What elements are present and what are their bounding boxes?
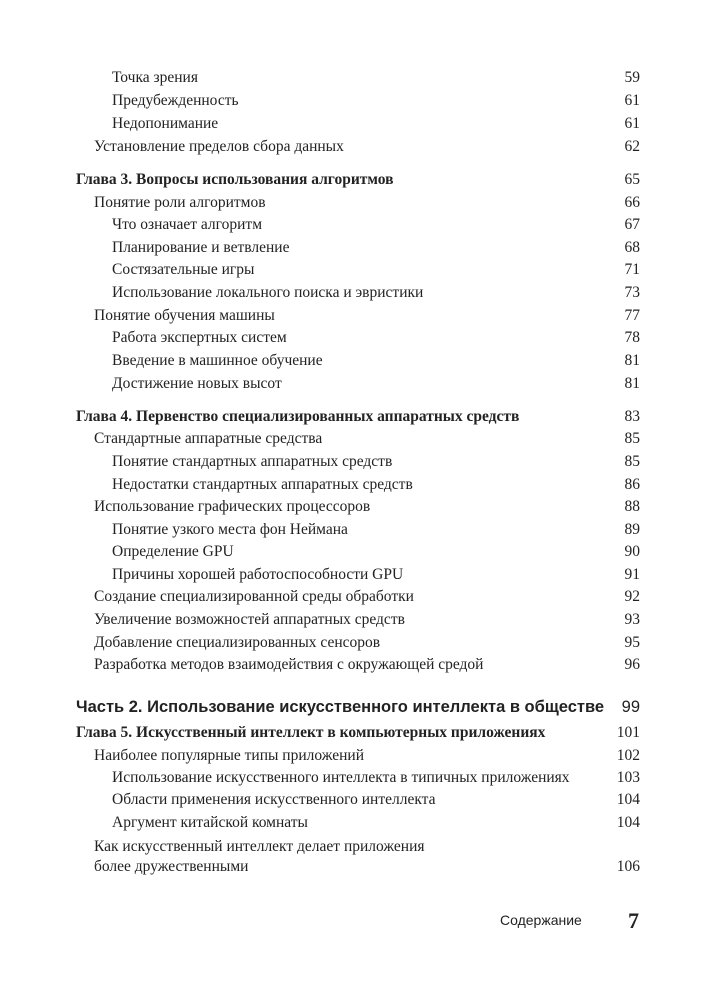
toc-entry-title: Часть 2. Использование искусственного интеллекта в обществе (76, 698, 605, 716)
toc-entry-title: Понятие обучения машины (94, 307, 275, 324)
toc-entry-title: Состязательные игры (112, 261, 255, 278)
toc-entry-page: 92 (624, 588, 640, 605)
toc-entry-page: 62 (624, 138, 640, 155)
toc-entry-title: Недопонимание (112, 115, 219, 132)
toc-entry-page: 95 (624, 634, 640, 651)
page-number: 7 (628, 908, 639, 933)
toc-entry-page: 104 (616, 814, 640, 831)
toc-entry-title: Понятие роли алгоритмов (94, 194, 266, 211)
toc-entry-page: 68 (624, 239, 640, 256)
toc-entry-title: Добавление специализированных сенсоров (94, 634, 381, 651)
toc-entry-title: Разработка методов взаимодействия с окружающей средой (94, 656, 484, 673)
toc-entry-title: Причины хорошей работоспособности GPU (112, 566, 404, 583)
toc-entry-title: Глава 4. Первенство специализированных аппаратных средств (76, 408, 520, 425)
toc-entry-page: 77 (624, 307, 640, 324)
toc-entry-page: 61 (624, 115, 640, 132)
toc-entry-title: Понятие стандартных аппаратных средств (112, 453, 393, 470)
toc-entry-title: Как искусственный интеллект делает приложения (94, 838, 425, 855)
toc-entry-title: Стандартные аппаратные средства (94, 430, 323, 447)
toc-entry-page: 103 (616, 769, 640, 786)
toc-entry-page: 85 (624, 430, 640, 447)
toc-entry-title: Использование локального поиска и эвристики (112, 284, 424, 301)
toc-entry-title: Достижение новых высот (112, 375, 282, 392)
toc-entry-title: Определение GPU (112, 543, 234, 560)
toc-entry-page: 106 (616, 858, 640, 875)
running-footer-label: Содержание (500, 912, 582, 928)
toc-entry-page: 67 (624, 216, 640, 233)
toc-entry-page: 102 (616, 747, 640, 764)
toc-entry-page: 59 (624, 69, 640, 86)
toc-entry-title: Введение в машинное обучение (112, 352, 323, 369)
toc-entry-title: Понятие узкого места фон Неймана (112, 521, 348, 538)
toc-entry-title: Планирование и ветвление (112, 239, 290, 256)
toc-entry-page: 66 (624, 194, 640, 211)
toc-entry-page: 73 (624, 284, 640, 301)
toc-entry-title: Глава 5. Искусственный интеллект в компьютерных приложениях (76, 724, 546, 741)
toc-entry-title: Предубежденность (112, 92, 239, 109)
toc-entry-title: Наиболее популярные типы приложений (94, 747, 365, 764)
toc-entry-page: 71 (624, 261, 640, 278)
toc-entry-page: 90 (624, 543, 640, 560)
toc-entry-page: 96 (624, 656, 640, 673)
toc-entry-title: Аргумент китайской комнаты (112, 814, 308, 831)
toc-entry-page: 101 (616, 724, 640, 741)
toc-entry-page: 91 (624, 566, 640, 583)
toc-entry-page: 93 (624, 611, 640, 628)
toc-entry-page: 88 (624, 498, 640, 515)
toc-entry-title: Установление пределов сбора данных (94, 138, 344, 155)
toc-entry-title: Точка зрения (112, 69, 198, 86)
toc-entry-title: Использование искусственного интеллекта в типичных приложениях (112, 769, 570, 786)
toc-entry-page: 81 (624, 352, 640, 369)
toc-entry-title: Создание специализированной среды обработки (94, 588, 414, 605)
toc-entry-page: 81 (624, 375, 640, 392)
toc-entry-page: 104 (616, 791, 640, 808)
toc-entry-page: 85 (624, 453, 640, 470)
toc-entry-title: Использование графических процессоров (94, 498, 371, 515)
toc-entry-page: 86 (624, 476, 640, 493)
toc-entry-title: Глава 3. Вопросы использования алгоритмов (76, 171, 394, 188)
toc-entry-title: Работа экспертных систем (112, 329, 287, 346)
toc-entry-title: Недостатки стандартных аппаратных средств (112, 476, 413, 493)
toc-entry-page: 65 (624, 171, 640, 188)
toc-entry-page: 83 (624, 408, 640, 425)
toc-entry-title: Увеличение возможностей аппаратных средств (94, 611, 405, 628)
toc-entry-page: 99 (621, 698, 640, 716)
toc-entry-page: 61 (624, 92, 640, 109)
toc-entry-title: Что означает алгоритм (112, 216, 262, 233)
toc-entry-title: Области применения искусственного интеллекта (112, 791, 436, 808)
toc-entry-page: 89 (624, 521, 640, 538)
toc-entry-page: 78 (624, 329, 640, 346)
toc-entry-title: более дружественными (94, 858, 249, 875)
